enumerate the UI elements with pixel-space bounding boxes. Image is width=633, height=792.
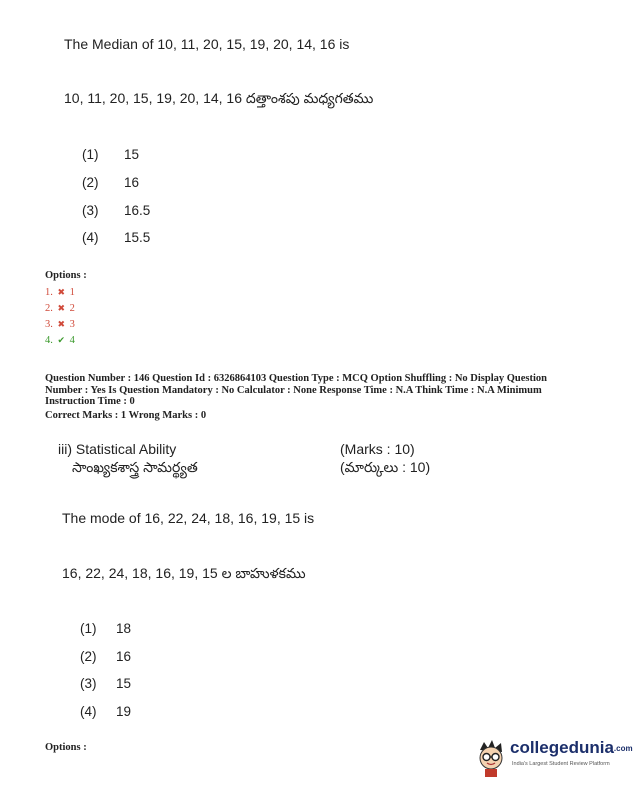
choice-label: 4. (45, 335, 53, 346)
option-value: 16 (124, 175, 140, 190)
option-number: (3) (80, 676, 97, 691)
option-choice-wrong (45, 303, 75, 314)
option-choice-wrong (45, 287, 75, 298)
question-1-option (82, 147, 139, 162)
option-value: 16 (116, 649, 132, 664)
option-number: (3) (82, 203, 99, 218)
option-number: (2) (82, 175, 99, 190)
option-number: (4) (82, 230, 99, 245)
question-2-text-te: 16, 22, 24, 18, 16, 19, 15 ల బాహుళకము (62, 565, 306, 581)
question-1-option (82, 203, 150, 218)
section-marks-te: (మార్కులు : 10) (340, 459, 431, 475)
logo-name: collegedunia (510, 738, 614, 757)
logo-tagline: India's Largest Student Review Platform (512, 761, 610, 767)
question-2-option (80, 676, 131, 691)
collegedunia-logo (474, 736, 633, 780)
question-1-text-te: 10, 11, 20, 15, 19, 20, 14, 16 దత్తాంశపు మధ్యగతము (64, 90, 374, 106)
option-value: 18 (116, 621, 132, 636)
check-icon: ✔ (57, 335, 66, 345)
option-value: 15 (116, 676, 132, 691)
option-choice-correct (45, 335, 75, 346)
cross-icon: ✖ (57, 303, 66, 313)
question-2-text-en: The mode of 16, 22, 24, 18, 16, 19, 15 is (62, 510, 315, 526)
logo-suffix: .com (613, 744, 633, 754)
choice-label: 1. (45, 287, 53, 298)
section-marks-en: (Marks : 10) (340, 441, 415, 457)
question-1-text-en: The Median of 10, 11, 20, 15, 19, 20, 14, 16 is (64, 36, 350, 52)
options-heading: Options : (45, 270, 87, 281)
question-2-option (80, 704, 131, 719)
option-value: 15.5 (124, 230, 151, 245)
option-value: 15 (124, 147, 140, 162)
cross-icon: ✖ (57, 319, 66, 329)
option-number: (1) (82, 147, 99, 162)
choice-value: 4 (69, 335, 75, 346)
section-title-en: iii) Statistical Ability (58, 441, 177, 457)
question-meta: Question Number : 146 Question Id : 6326864103 Question Type : MCQ Option Shuffling : No Display Question Number : Yes Is Question Mandatory : No Calculator : None Response Time : N.A Think Time : N.A Minimum Instruction Time : 0 (45, 373, 548, 407)
choice-value: 1 (69, 287, 75, 298)
option-number: (2) (80, 649, 97, 664)
marks-info: Correct Marks : 1 Wrong Marks : 0 (45, 410, 207, 421)
choice-value: 2 (69, 303, 75, 314)
option-choice-wrong (45, 319, 75, 330)
option-value: 19 (116, 704, 132, 719)
choice-label: 3. (45, 319, 53, 330)
question-1-option (82, 230, 150, 245)
option-value: 16.5 (124, 203, 151, 218)
question-1-option (82, 175, 139, 190)
options-heading: Options : (45, 742, 87, 753)
choice-label: 2. (45, 303, 53, 314)
question-2-option (80, 621, 131, 636)
section-title-te: సాంఖ్యకశాస్త్ర సామర్థ్యత (72, 459, 198, 475)
question-2-option (80, 649, 131, 664)
option-number: (4) (80, 704, 97, 719)
mascot-icon (474, 738, 508, 778)
cross-icon: ✖ (57, 287, 66, 297)
option-number: (1) (80, 621, 97, 636)
choice-value: 3 (69, 319, 75, 330)
